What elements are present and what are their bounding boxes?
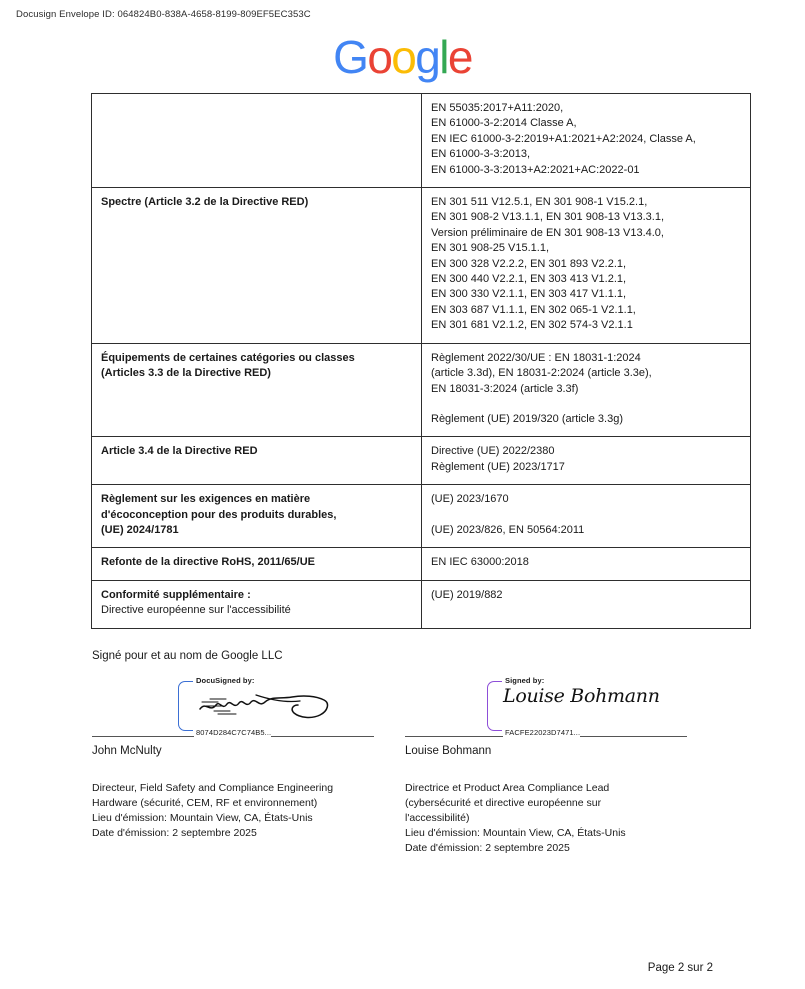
standard-line: Règlement 2022/30/UE : EN 18031-1:2024 <box>431 351 641 364</box>
standard-line: EN 18031-3:2024 (article 3.3f) <box>431 382 579 395</box>
signer-detail-line: (cybersécurité et directive européenne sur <box>405 797 602 809</box>
signature-ink-louise-bohmann: Louise Bohmann <box>503 685 660 707</box>
category-line-subtext: Directive européenne sur l'accessibilité <box>101 604 291 617</box>
category-line: Spectre (Article 3.2 de la Directive RED) <box>101 196 309 209</box>
category-line: (UE) 2024/1781 <box>101 523 179 536</box>
table-cell-standards <box>422 188 751 344</box>
table-row <box>92 437 751 485</box>
logo-letter-g2: g <box>415 31 440 83</box>
signature-block-john-mcnulty <box>92 676 374 841</box>
table-cell-category <box>92 485 422 548</box>
standard-line: EN 61000-3-3:2013+A2:2021+AC:2022-01 <box>431 163 640 176</box>
logo-letter-g1: G <box>333 31 368 83</box>
standard-line: Version préliminaire de EN 301 908-13 V13.4.0, <box>431 226 664 239</box>
signer-detail-line: Lieu d'émission: Mountain View, CA, États-Unis <box>405 827 626 839</box>
category-line: Refonte de la directive RoHS, 2011/65/UE <box>101 556 315 569</box>
table-cell-category <box>92 343 422 437</box>
docusign-envelope-id: Docusign Envelope ID: 064824B0-838A-4658-8199-809EF5EC353C <box>16 9 311 20</box>
standard-line: EN 301 511 V12.5.1, EN 301 908-1 V15.2.1, <box>431 196 648 209</box>
signer-detail-line: Lieu d'émission: Mountain View, CA, États-Unis <box>92 812 313 824</box>
standard-line: EN 61000-3-3:2013, <box>431 148 531 161</box>
docusign-bracket-icon <box>178 681 193 731</box>
google-logo <box>0 31 805 83</box>
docusign-stamp-label: Signed by: <box>505 676 545 685</box>
table-cell-category <box>92 580 422 628</box>
signer-detail-line: Date d'émission: 2 septembre 2025 <box>92 827 257 839</box>
category-line: Équipements de certaines catégories ou classes <box>101 351 355 364</box>
standard-line: EN 55035:2017+A11:2020, <box>431 102 564 114</box>
standard-line: (UE) 2023/826, EN 50564:2011 <box>431 523 585 536</box>
standard-line: EN 301 908-2 V13.1.1, EN 301 908-13 V13.3.1, <box>431 211 664 224</box>
table-row <box>92 343 751 437</box>
logo-letter-l: l <box>439 31 448 83</box>
category-line: Article 3.4 de la Directive RED <box>101 445 258 458</box>
standard-line: (UE) 2019/882 <box>431 588 503 601</box>
docusign-stamp <box>92 676 374 737</box>
docusign-stamp-id: FACFE22023D7471... <box>505 728 581 737</box>
standards-table <box>91 93 751 629</box>
standard-line: EN IEC 61000-3-2:2019+A1:2021+A2:2024, Classe A, <box>431 132 696 145</box>
table-cell-standards <box>422 94 751 188</box>
signer-details <box>405 781 705 856</box>
standard-line: Règlement (UE) 2019/320 (article 3.3g) <box>431 412 623 425</box>
spacer <box>431 508 741 523</box>
signed-on-behalf-text: Signé pour et au nom de Google LLC <box>92 650 283 662</box>
standard-line: EN 61000-3-2:2014 Classe A, <box>431 117 577 130</box>
table-row <box>92 485 751 548</box>
page-number: Page 2 sur 2 <box>647 962 713 974</box>
standard-line: EN 301 681 V2.1.2, EN 302 574-3 V2.1.1 <box>431 319 633 332</box>
table-row <box>92 580 751 628</box>
signature-ink-john-mcnulty <box>196 689 346 723</box>
table-cell-standards <box>422 548 751 580</box>
standard-line: Règlement (UE) 2023/1717 <box>431 460 565 473</box>
table-row <box>92 548 751 580</box>
category-line: d'écoconception pour des produits durables, <box>101 508 337 521</box>
standard-line: (article 3.3d), EN 18031-2:2024 (article 3.3e), <box>431 367 652 380</box>
signer-detail-line: Directeur, Field Safety and Compliance Engineering <box>92 782 334 794</box>
docusign-stamp-id: 8074D284C7C74B5... <box>196 728 272 737</box>
signer-detail-line: Hardware (sécurité, CEM, RF et environnement) <box>92 797 318 809</box>
standard-line: EN 301 908-25 V15.1.1, <box>431 242 550 255</box>
standard-line: EN 300 328 V2.2.2, EN 301 893 V2.2.1, <box>431 257 627 270</box>
category-line: Règlement sur les exigences en matière <box>101 493 311 506</box>
standard-line: EN 300 330 V2.1.1, EN 303 417 V1.1.1, <box>431 288 627 301</box>
docusign-stamp <box>405 676 687 737</box>
table-cell-category <box>92 437 422 485</box>
logo-letter-o1: o <box>367 31 392 83</box>
table-cell-category <box>92 188 422 344</box>
standard-line: Directive (UE) 2022/2380 <box>431 445 555 458</box>
signer-name: John McNulty <box>92 745 162 757</box>
spacer <box>431 397 741 412</box>
docusign-stamp-label: DocuSigned by: <box>196 676 255 685</box>
signature-block-louise-bohmann <box>405 676 687 856</box>
standard-line: (UE) 2023/1670 <box>431 493 509 506</box>
table-cell-standards <box>422 437 751 485</box>
docusign-bracket-icon <box>487 681 502 731</box>
table-cell-standards <box>422 485 751 548</box>
logo-letter-o2: o <box>391 31 416 83</box>
standard-line: EN IEC 63000:2018 <box>431 556 529 569</box>
standard-line: EN 300 440 V2.2.1, EN 303 413 V1.2.1, <box>431 273 627 286</box>
signer-detail-line: Date d'émission: 2 septembre 2025 <box>405 842 570 854</box>
table-cell-standards <box>422 343 751 437</box>
standard-line: EN 303 687 V1.1.1, EN 302 065-1 V2.1.1, <box>431 303 636 316</box>
table-cell-standards <box>422 580 751 628</box>
table-cell-category <box>92 94 422 188</box>
logo-letter-e: e <box>447 31 472 83</box>
table-row <box>92 94 751 188</box>
signer-detail-line: l'accessibilité) <box>405 812 470 824</box>
signer-name: Louise Bohmann <box>405 745 492 757</box>
category-line: (Articles 3.3 de la Directive RED) <box>101 367 271 380</box>
category-line: Conformité supplémentaire : <box>101 588 251 601</box>
table-cell-category <box>92 548 422 580</box>
signer-detail-line: Directrice et Product Area Compliance Lead <box>405 782 610 794</box>
table-row <box>92 188 751 344</box>
signer-details <box>92 781 392 841</box>
